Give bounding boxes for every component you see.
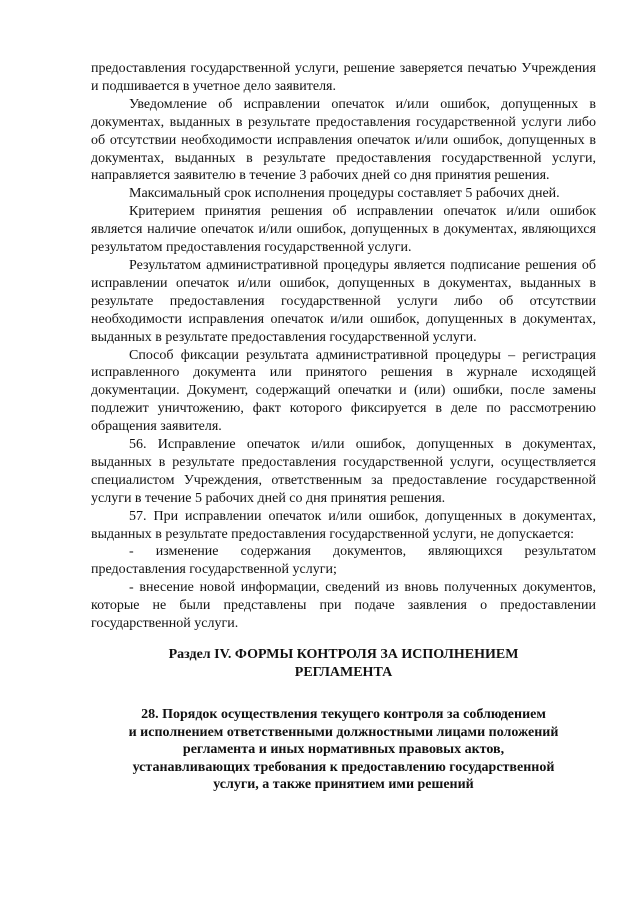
paragraph-result: Результатом административной процедуры является подписание решения об исправлении опечаток и/или ошибок, допущенных в документах, выданных в результате предоставления государственной услуги либо об отсутствии необходимости исправления опечаток и/или ошибок, допущенных в документах, выданных в результате предоставления государственной услуги. bbox=[91, 257, 596, 345]
paragraph-item-57: 57. При исправлении опечаток и/или ошибок, допущенных в документах, выданных в результате предоставления государственной услуги, не допускается: bbox=[91, 508, 596, 542]
list-item-content-change: - изменение содержания документов, являющихся результатом предоставления государственной услуги; bbox=[91, 544, 596, 578]
subsection-heading-line: и исполнением ответственными должностными лицами положений bbox=[128, 724, 559, 740]
subsection-heading-line: услуги, а также принятием ими решений bbox=[213, 777, 474, 792]
paragraph-item-56: 56. Исправление опечаток и/или ошибок, допущенных в документах, выданных в результате предоставления государственной услуги, осуществляется специалистом Учреждения, ответственным за предоставление государственной услуги в течение 5 рабочих дней со дня принятия решения. bbox=[91, 437, 596, 506]
section-heading bbox=[91, 646, 596, 681]
document-body bbox=[91, 60, 596, 794]
paragraph-max-term: Максимальный срок исполнения процедуры составляет 5 рабочих дней. bbox=[129, 186, 560, 202]
section-heading-line: Раздел IV. ФОРМЫ КОНТРОЛЯ ЗА ИСПОЛНЕНИЕМ bbox=[168, 647, 519, 662]
paragraph-notification: Уведомление об исправлении опечаток и/или ошибок, допущенных в документах, выданных в результате предоставления государственной услуги либо об отсутствии необходимости исправления опечаток и/или ошибок, допущенных в документах, выданных в результате предоставления государственной услуги, направляется заявителю в течение 3 рабочих дней со дня принятия решения. bbox=[91, 96, 596, 184]
subsection-heading-line: регламента и иных нормативных правовых актов, bbox=[182, 742, 505, 757]
subsection-heading-line: устанавливающих требования к предоставлению государственной bbox=[132, 759, 555, 775]
subsection-heading-line: 28. Порядок осуществления текущего контроля за соблюдением bbox=[141, 707, 546, 722]
list-item-new-information: - внесение новой информации, сведений из вновь полученных документов, которые не были представлены при подаче заявления о предоставлении государственной услуги. bbox=[91, 580, 596, 632]
paragraph-continuation: предоставления государственной услуги, решение заверяется печатью Учреждения и подшивается в учетное дело заявителя. bbox=[91, 61, 596, 94]
subsection-heading bbox=[91, 706, 596, 794]
paragraph-fixation-method: Способ фиксации результата административной процедуры – регистрация исправленного документа или принятого решения в журнале исходящей документации. Документ, содержащий опечатки и (или) ошибки, после замены подлежит уничтожению, факт которого фиксируется в деле по рассмотрению обращения заявителя. bbox=[91, 347, 596, 435]
section-heading-line: РЕГЛАМЕНТА bbox=[294, 664, 393, 680]
paragraph-criterion: Критерием принятия решения об исправлении опечаток и/или ошибок является наличие опечаток и/или ошибок, допущенных в документах, являющихся результатом предоставления государственной услуги. bbox=[91, 204, 596, 256]
